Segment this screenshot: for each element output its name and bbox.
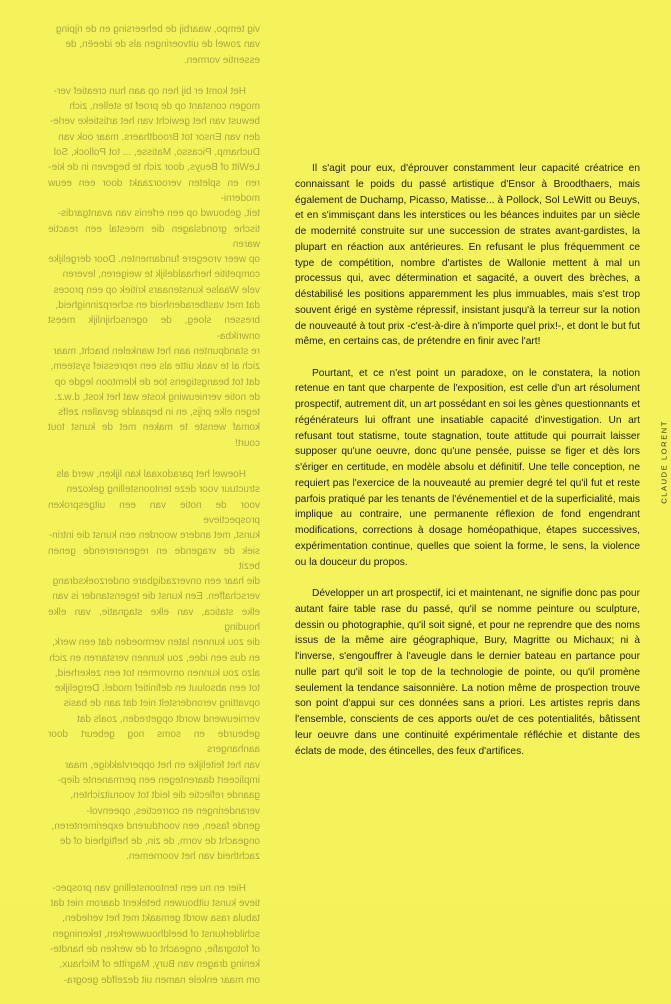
show-through-paragraph: vig tempo, waarbij de beheersing en de rijping van zowel de uitvoeringen als de ideeën, de essentie vormen.	[55, 24, 260, 66]
show-through-text	[48, 22, 260, 1004]
article-paragraph: Développer un art prospectif, ici et maintenant, ne signifie donc pas pour autant faire table rase du passé, qu'il se nomme peinture ou sculpture, dessin ou photographie, qu'il soit signé, et pour ne reprendre que des noms issus de la même aire géographique, Bury, Magritte ou Michaux; ni à l'inverse, s'engouffrer à l'aveugle dans le dernier bateau en partance pour nulle part qu'il soit le top de la technologie de pointe, ou qu'il promène seulement la tendance saisonnière. La notion même de prospection trouve son point d'appui sur ces données sans a priori. Les artistes repris dans l'ensemble, conscients de ces apports ou/et de ces potentialités, bâtissent leur oeuvre dans une continuité expérimentale réfléchie et distante des éclats de mode, des étincelles, des feux d'artifices.	[295, 588, 640, 757]
article-body	[295, 161, 640, 775]
article-paragraph: Il s'agit pour eux, d'éprouver constamment leur capacité créatrice en connaissant le poids du passé artistique d'Ensor à Broodthaers, mais également de Duchamp, Picasso, Matisse... à Pollock, Sol LeWitt ou Beuys, et en s'immisçant dans les interstices ou les béances induites par un siècle de modernité construite sur une succession de strates avant-gardistes, la plupart en réaction aux antérieures. En refusant le plus fréquemment ce type de compétition, nombre d'artistes de Wallonie mettent à mal un processus qui, avec détermination et sagacité, a ouvert des brèches, a déstabilisé les positions apparemment les plus immuables, mais s'est trop souvent érigé en système répressif, insistant jusqu'à la terreur sur la notion de nouveauté à tout prix -c'est-à-dire à n'importe quel prix!-, et dont le but fut même, en certains cas, de prétendre en finir avec l'art!	[295, 163, 640, 348]
article-paragraph: Pourtant, et ce n'est point un paradoxe, on le constatera, la notion retenue en tant que charpente de l'exposition, est celle d'un art résolument prospectif, autrement dit, un art possédant en soi les gènes questionnants et régénérateurs lui offrant une insatiable capacité d'investigation. Un art refusant tout statisme, toute stagnation, toute attitude qui pourrait laisser supposer qu'une oeuvre, donc qu'une pensée, puisse se figer et dès lors s'ériger en certitude, en modèle absolu et définitif. Une telle conception, ne requiert pas l'exercice de la nouveauté au premier degré tel qu'il fut et reste parfois pratiqué par les tenants de l'événementiel et de la superficialité, mais implique au contraire, une permanente réflexion de fond engendrant modifications, corrections à dosage homéopathique, étapes successives, expérimentation continue, quelles que soient la forme, le sens, la violence ou la douceur du propos.	[295, 367, 640, 568]
show-through-paragraph: Hier en nu een tentoonstelling van prospec- tieve kunst uitbouwen betekent daarom niet dat tabula rasa wordt gemaakt met het verleden, schilderkunst of beeldhouwwerken, tekeningen of fotografie, ongeacht of de werken de handte- kening dragen van Bury, Magritte of Michaux, om maar enkele namen uit dezelfde geogra-	[49, 882, 260, 986]
author-name: CLAUDE LORENT	[660, 420, 669, 504]
show-through-paragraph: Hoewel het paradoxaal kan lijken, werd als structuur voor deze tentoonstelling gekozen voor de notie van een uitgesproken prospectieve kunst, met andere woorden een kunst die intrin- siek de vragende en regenererende genen bezit die haar een onverzadigbare onderzoeksdrang verschaffen. Een kunst die tegenstander is van elke statica, van elke stagnatie, van elke houding die zou kunnen laten vermoeden dat een werk, en dus een idee, zou kunnen verstarren en zich alzo zou kunnen omvormen tot een zekerheid, tot een absoluut en definitief model. Dergelijke opvatting veronderstelt niet dat aan de basis vernieuwend wordt opgetreden, zoals dat gebeurde en soms nog gebeurt door aanhangers van het feitelijke en het oppervlakkige, maar impliceert daarentegen een permanente diep- gaande reflectie die leidt tot vooruitzichten, veranderingen en correcties, opeenvol- gende fasen, een voortdurend experimenteren, ongeacht de vorm, de zin, de heftigheid of de zachtheid van het voornemen.	[48, 469, 260, 863]
show-through-paragraph: Het komt er bij hen op aan hun creatief ver- mogen constant op de proef te stellen, zich bewust van het gewicht van het artistieke verle- den van Ensor tot Broodthaers, maar ook van Duchamp, Picasso, Matisse, ... tot Pollock, Sol LeWitt of Beuys, door zich te begeven in de kie- ren en spleten veroorzaakt door een eeuw moderni- teit, gebouwd op een erfenis van avantgardis- tische grondslagen die meestal een reactie waren op weer vroegere fundamenten. Door dergelijke competitie herhaaldelijk te weigeren, leveren vele Waalse kunstenaars kritiek op een proces dat met vastberadenheid en scherpzinnigheid, bressen sloeg, de ogenschijnlijk meest onwrikba- re standpunten aan het wankelen bracht, maar zich al te vaak uitte als een repressief systeem, dat tot beangstigens toe de klemtoon legde op de notie vernieuwing koste wat het kost, d.w.z. tegen elke prijs, en in bepaalde gevallen zelfs komaf wenste te maken met de kunst tout court!	[48, 85, 260, 449]
